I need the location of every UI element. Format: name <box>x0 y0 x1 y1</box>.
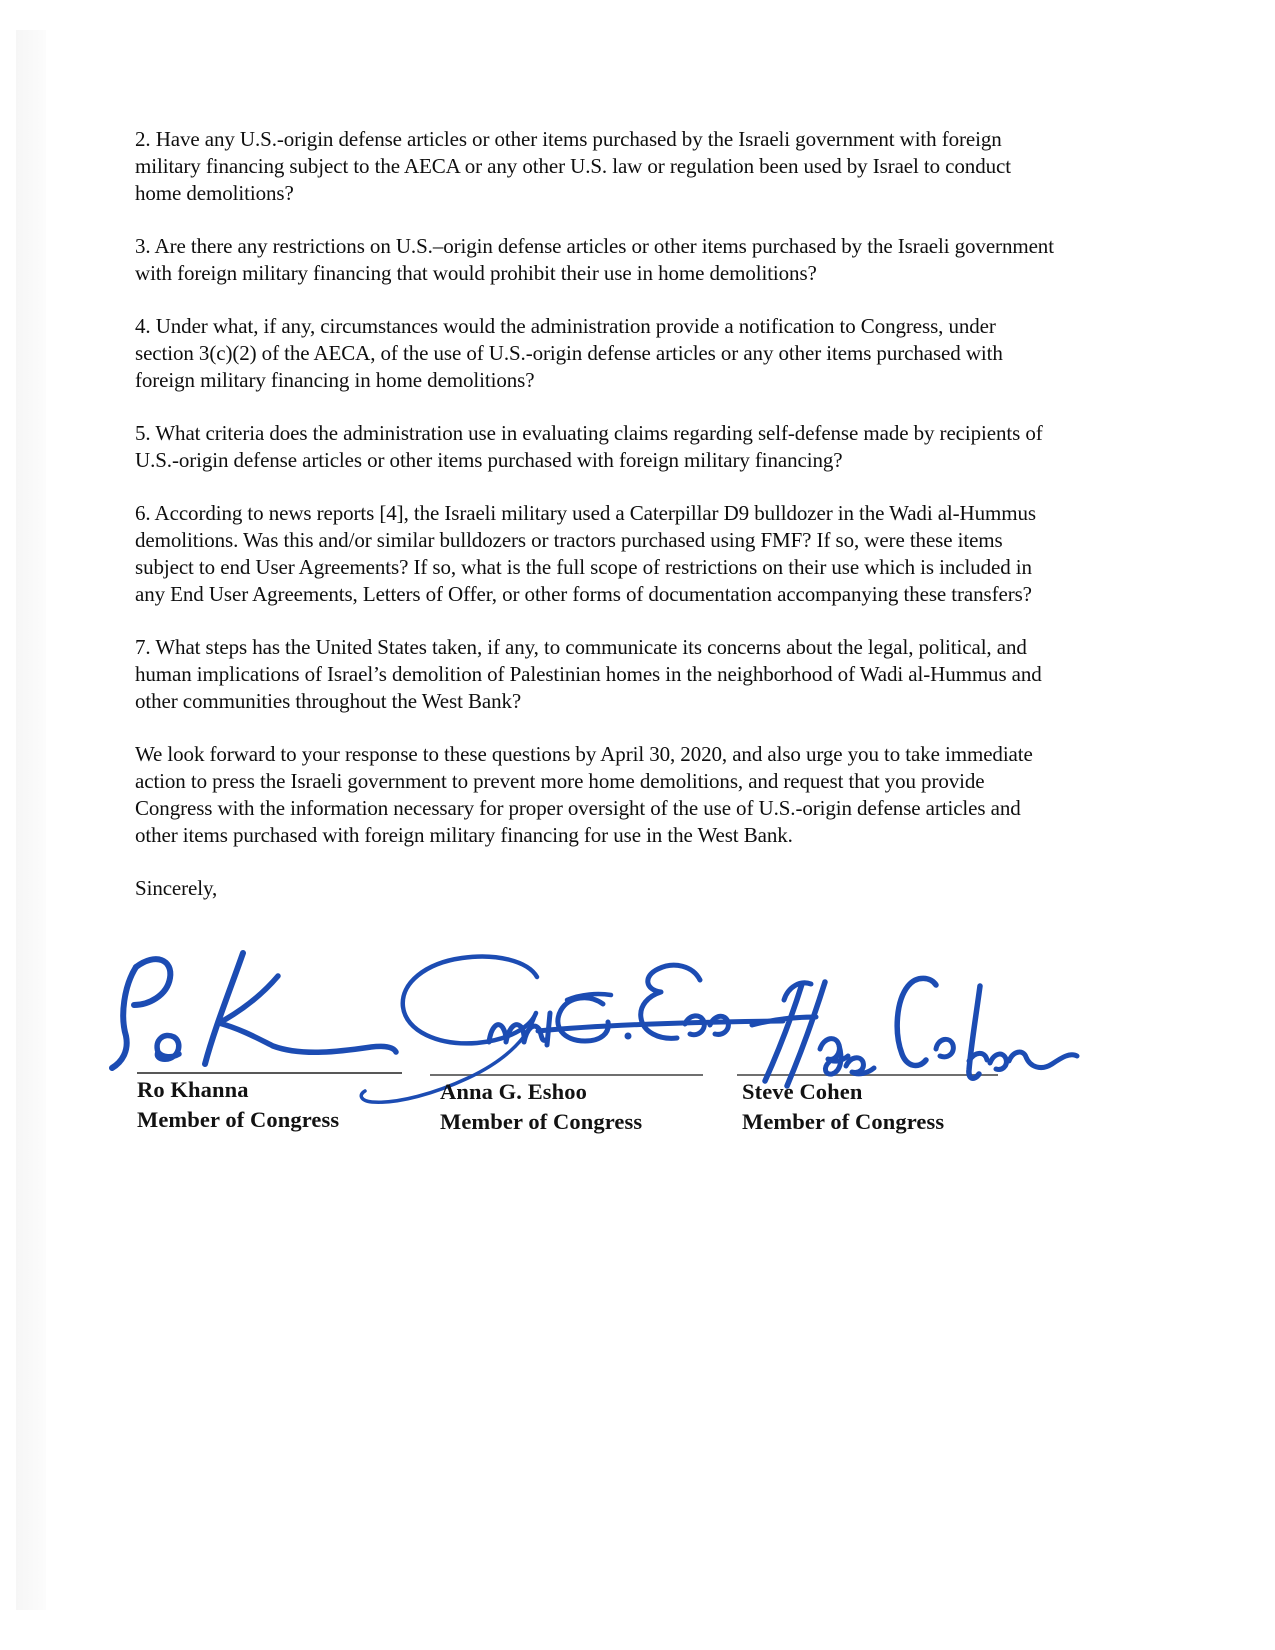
signature-ro-khanna <box>100 940 410 1075</box>
letter-paragraph-q2: 2. Have any U.S.-origin defense articles or other items purchased by the Israeli government with foreign military financing subject to the AECA or any other U.S. law or regulation been used by Israel to conduct home demolitions? <box>135 127 1011 205</box>
letter-paragraph-q7: 7. What steps has the United States taken, if any, to communicate its concerns about the legal, political, and human implications of Israel’s demolition of Palestinian homes in the neighborhood of Wadi al-Hummus and other communities throughout the West Bank? <box>135 635 1042 713</box>
signature-steve-cohen <box>740 930 1080 1090</box>
letter-paragraph-q5: 5. What criteria does the administration use in evaluating claims regarding self-defense made by recipients of U.S.-origin defense articles or other items purchased with foreign military financing? <box>135 421 1043 472</box>
signatory-title: Member of Congress <box>137 1107 340 1132</box>
letter-paragraph-q3: 3. Are there any restrictions on U.S.–origin defense articles or other items purchased by the Israeli government with foreign military financing that would prohibit their use in home demolitions? <box>135 234 1054 285</box>
signature-line-steve-cohen <box>737 1074 998 1076</box>
signature-line-ro-khanna <box>137 1072 402 1074</box>
letter-closing: Sincerely, <box>135 876 218 900</box>
signatory-name: Ro Khanna <box>137 1077 249 1102</box>
signatory-name: Anna G. Eshoo <box>440 1079 587 1104</box>
signature-anna-eshoo <box>340 895 810 1110</box>
signatory-title: Member of Congress <box>440 1109 643 1134</box>
signature-line-anna-eshoo <box>430 1074 703 1076</box>
letter-paragraph-closing-request: We look forward to your response to these questions by April 30, 2020, and also urge you to take immediate action to press the Israeli government to prevent more home demolitions, and request that you provide Congress with the information necessary for proper oversight of the use of U.S.-origin defense articles and other items purchased with foreign military financing for use in the West Bank. <box>135 742 1033 847</box>
signatory-title: Member of Congress <box>742 1109 945 1134</box>
letter-paragraph-q4: 4. Under what, if any, circumstances would the administration provide a notification to Congress, under section 3(c)(2) of the AECA, of the use of U.S.-origin defense articles or any other items purchased with foreign military financing in home demolitions? <box>135 314 1003 392</box>
letter-paragraph-q6: 6. According to news reports [4], the Israeli military used a Caterpillar D9 bulldozer in the Wadi al-Hummus demolitions. Was this and/or similar bulldozers or tractors purchased using FMF? If so, were these items subject to end User Agreements? If so, what is the full scope of restrictions on their use which is included in any End User Agreements, Letters of Offer, or other forms of documentation accompanying these transfers? <box>135 501 1036 606</box>
signatory-name: Steve Cohen <box>742 1079 863 1104</box>
